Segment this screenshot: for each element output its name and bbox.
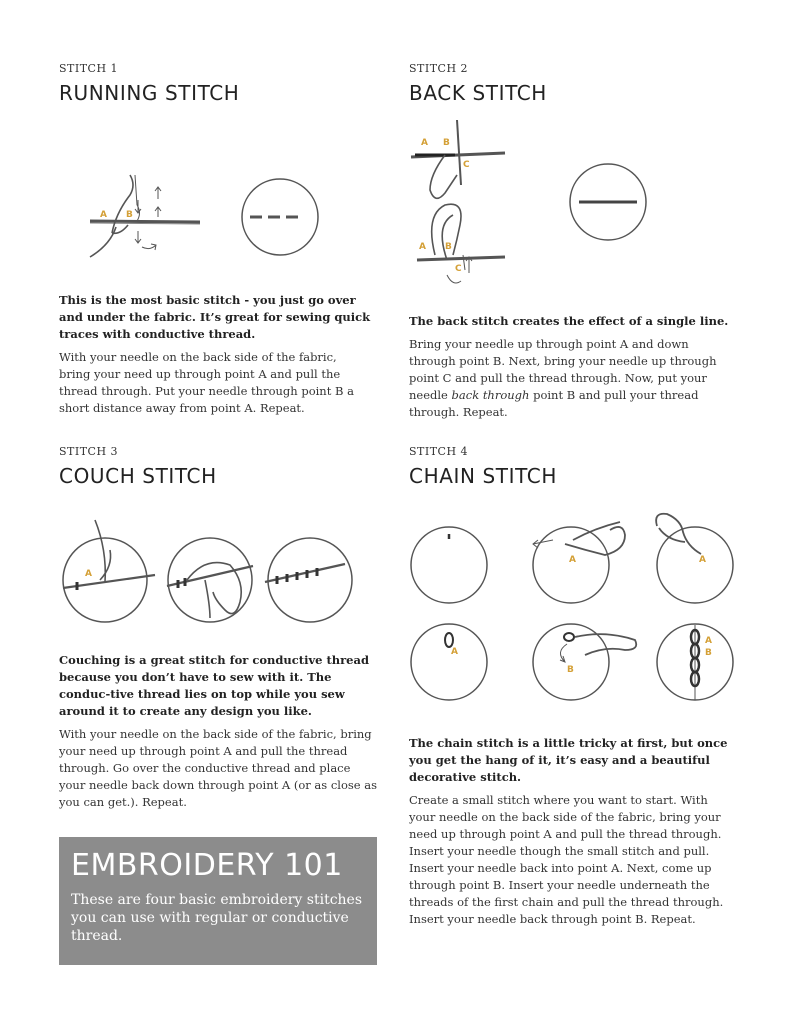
stitch-2-title: BACK STITCH — [409, 81, 547, 105]
stitch-1-title: RUNNING STITCH — [59, 81, 240, 105]
chain-label-a-6: A — [705, 636, 712, 646]
couch-label-a: A — [85, 569, 92, 579]
chain-label-a-2: A — [569, 555, 576, 565]
chain-label-a-4: A — [451, 647, 458, 657]
stitch-1-text — [59, 292, 371, 417]
back-label-b-top: B — [443, 138, 450, 148]
stitch-2-body-emphasis: back through — [451, 388, 530, 402]
stitch-4-text — [409, 735, 731, 928]
embroidery-banner — [59, 837, 377, 965]
running-label-a: A — [100, 210, 107, 220]
banner-text: These are four basic embroidery stitches you can use with regular or conductive thread. — [71, 892, 363, 944]
stitch-2-body — [409, 336, 729, 421]
stitch-4-lead: The chain stitch is a little tricky at first, but once you get the hang of it, it’s easy and a beautiful decorative stitch. — [409, 736, 728, 784]
stitch-1-label: STITCH 1 — [59, 62, 119, 75]
stitch-2-body-part-1: Bring your needle up through point A and down through point B. Next, bring your needle up through point C and pull the thread through. Now, put your needle — [409, 337, 717, 402]
stitch-3-title: COUCH STITCH — [59, 464, 217, 488]
chain-stitch-illustration — [405, 510, 745, 710]
couch-stitch-illustration — [55, 510, 385, 640]
stitch-3-text — [59, 652, 379, 811]
stitch-1-header — [59, 62, 379, 105]
stitch-3-body: With your needle on the back side of the fabric, bring your need up through point A and pull the thread through. Go over the conductive thread and place your needle back down through point A (or as close as you can get.). Repeat. — [59, 727, 377, 809]
back-label-c-top: C — [463, 160, 470, 170]
chain-label-b-6: B — [705, 648, 712, 658]
stitch-4-body: Create a small stitch where you want to start. With your needle on the back side of the fabric, bring your need up through point A and pull the thread through. Insert your needle though the small stitch and pull. Insert your needle back into point A. Next, come up through point B. Insert your needle underneath the threads of the first chain and pull the thread through. Insert your needle back through point B. Repeat. — [409, 793, 724, 926]
stitch-1-lead: This is the most basic stitch - you just go over and under the fabric. It’s great for sewing quick traces with conductive thread. — [59, 293, 371, 341]
stitch-1-body: With your needle on the back side of the fabric, bring your need up through point A and pull the thread through. Put your needle through point B a short distance away from point A. Repeat. — [59, 350, 354, 415]
stitch-2-label: STITCH 2 — [409, 62, 469, 75]
stitch-2-text — [409, 313, 729, 421]
back-stitch-illustration — [405, 115, 705, 295]
stitch-3-label: STITCH 3 — [59, 445, 119, 458]
banner-title: EMBROIDERY 101 — [71, 848, 343, 883]
stitch-4-title: CHAIN STITCH — [409, 464, 557, 488]
back-label-c-bottom: C — [455, 264, 462, 274]
stitch-4-label: STITCH 4 — [409, 445, 469, 458]
chain-label-a-3: A — [699, 555, 706, 565]
running-stitch-illustration — [80, 165, 380, 275]
stitch-2-body-part-2: point B and pull your thread through. Repeat. — [409, 388, 699, 419]
stitch-3-lead: Couching is a great stitch for conductive thread because you don’t have to sew with it. The conduc-tive thread lies on top while you sew around it to create any design you like. — [59, 653, 369, 718]
back-label-a-top: A — [421, 138, 428, 148]
back-label-b-bottom: B — [445, 242, 452, 252]
stitch-2-lead: The back stitch creates the effect of a single line. — [409, 314, 729, 328]
chain-label-b-5: B — [567, 665, 574, 675]
stitch-2-header — [409, 62, 729, 105]
running-label-b: B — [126, 210, 133, 220]
stitch-3-header — [59, 445, 379, 488]
back-label-a-bottom: A — [419, 242, 426, 252]
stitch-4-header — [409, 445, 729, 488]
